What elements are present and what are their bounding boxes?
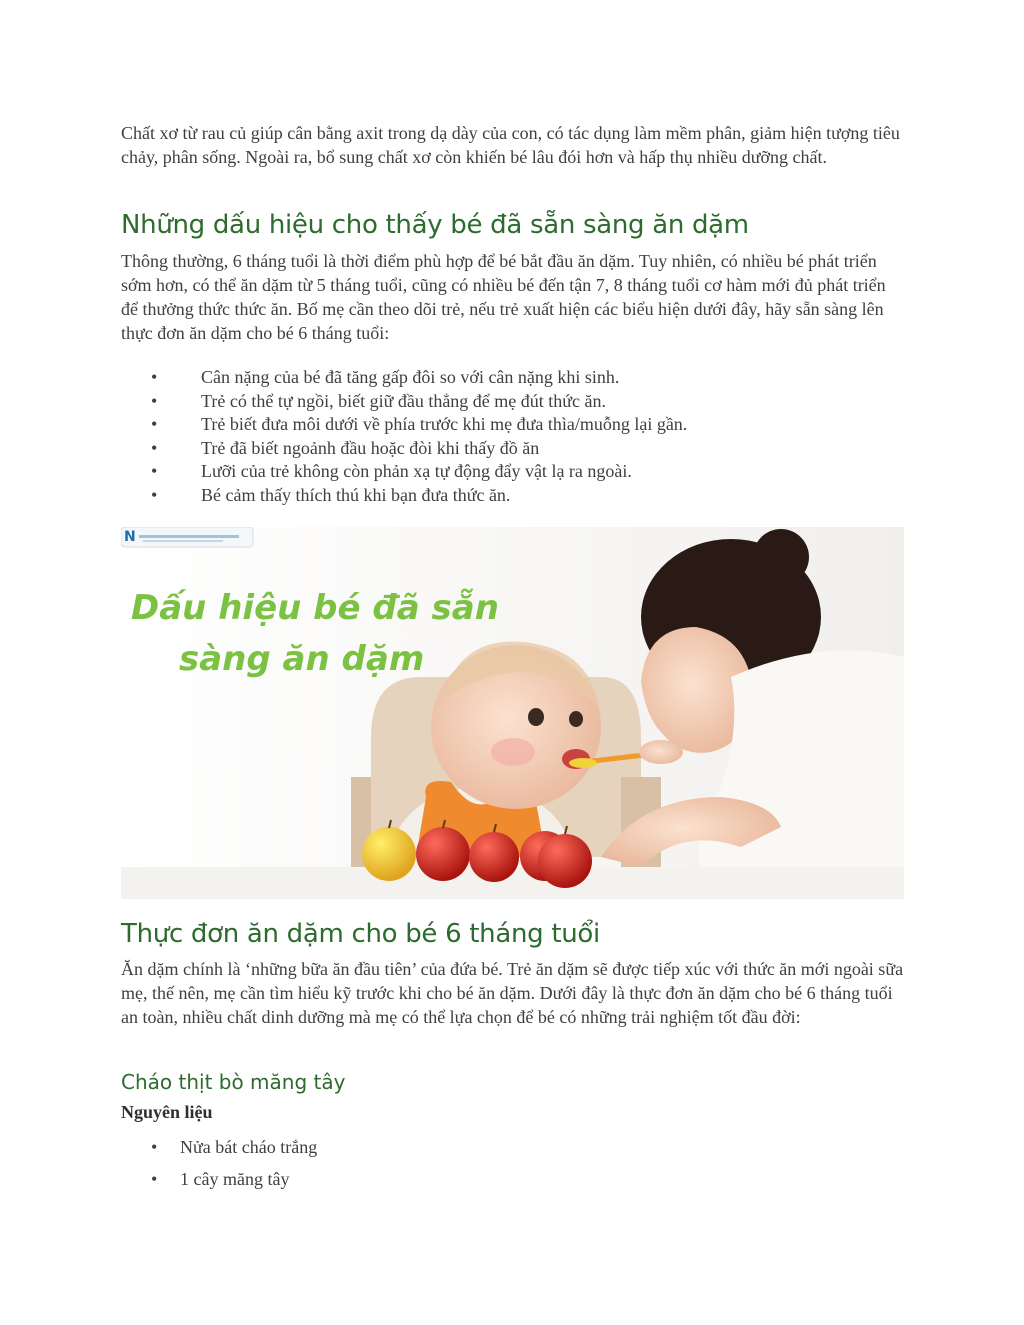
image-caption-line2: sàng ăn dặm [179,639,425,679]
bullet-icon: • [151,461,158,481]
bullet-icon: • [151,484,158,505]
recipe-title: Cháo thịt bò măng tây [121,1070,346,1094]
section-heading-signs: Những dấu hiệu cho thấy bé đã sẵn sàng ăn dặm [121,210,749,240]
menu-paragraph: Ăn dặm chính là ‘những bữa ăn đầu tiên’ của đứa bé. Trẻ ăn dặm sẽ được tiếp xúc với thức ăn mới ngoài sữa mẹ, thế nên, mẹ cần tìm hiểu kỹ trước khi cho bé ăn dặm. Dưới đây là thực đơn ăn dặm cho bé 6 tháng tuổi an toàn, nhiều chất dinh dưỡng mà mẹ có thể lựa chọn để bé có những trải nghiệm tốt đầu đời: [121,959,904,1027]
ingredients-label: Nguyên liệu [121,1102,213,1122]
svg-text:N: N [124,529,136,545]
bullet-icon: • [151,1137,158,1157]
bullet-icon: • [151,390,158,411]
list-item: • Nửa bát cháo trắng [121,1131,317,1163]
list-item: • Lưỡi của trẻ không còn phản xạ tự động đẩy vật lạ ra ngoài. [121,460,904,484]
list-item: • Bé cảm thấy thích thú khi bạn đưa thức ăn. [121,484,904,508]
baby-feeding-image [121,527,904,899]
list-item: • Trẻ có thể tự ngồi, biết giữ đầu thẳng để mẹ đút thức ăn. [121,390,904,414]
section-heading-menu: Thực đơn ăn dặm cho bé 6 tháng tuổi [121,919,600,949]
signs-paragraph: Thông thường, 6 tháng tuổi là thời điểm phù hợp để bé bắt đầu ăn dặm. Tuy nhiên, có nhiều bé phát triển sớm hơn, có thể ăn dặm từ 5 tháng tuổi, cũng có nhiều bé đến tận 7, 8 tháng tuổi cơ hàm mới đủ phát triển để thưởng thức thức ăn. Bố mẹ cần theo dõi trẻ, nếu trẻ xuất hiện các biểu hiện dưới đây, hãy sẵn sàng lên thực đơn ăn dặm cho bé 6 tháng tuổi: [121,251,886,343]
list-item: • Cân nặng của bé đã tăng gấp đôi so với cân nặng khi sinh. [121,366,904,390]
list-item: • Trẻ đã biết ngoảnh đầu hoặc đòi khi thấy đồ ăn [121,437,904,461]
signs-list [121,366,904,507]
intro-paragraph: Chất xơ từ rau củ giúp cân bằng axit trong dạ dày của con, có tác dụng làm mềm phân, giảm hiện tượng tiêu chảy, phân sống. Ngoài ra, bổ sung chất xơ còn khiến bé lâu đói hơn và hấp thụ nhiều dưỡng chất. [121,123,900,167]
site-logo [121,527,253,547]
ingredients-list [121,1131,317,1195]
bullet-icon: • [151,367,158,387]
bullet-icon: • [151,414,158,434]
bullet-icon: • [151,1169,158,1189]
bullet-icon: • [151,437,158,458]
list-item: • Trẻ biết đưa môi dưới về phía trước khi mẹ đưa thìa/muỗng lại gần. [121,413,904,437]
list-item: • 1 cây măng tây [121,1163,317,1195]
image-caption-line1: Dấu hiệu bé đã sẵn [131,588,499,628]
